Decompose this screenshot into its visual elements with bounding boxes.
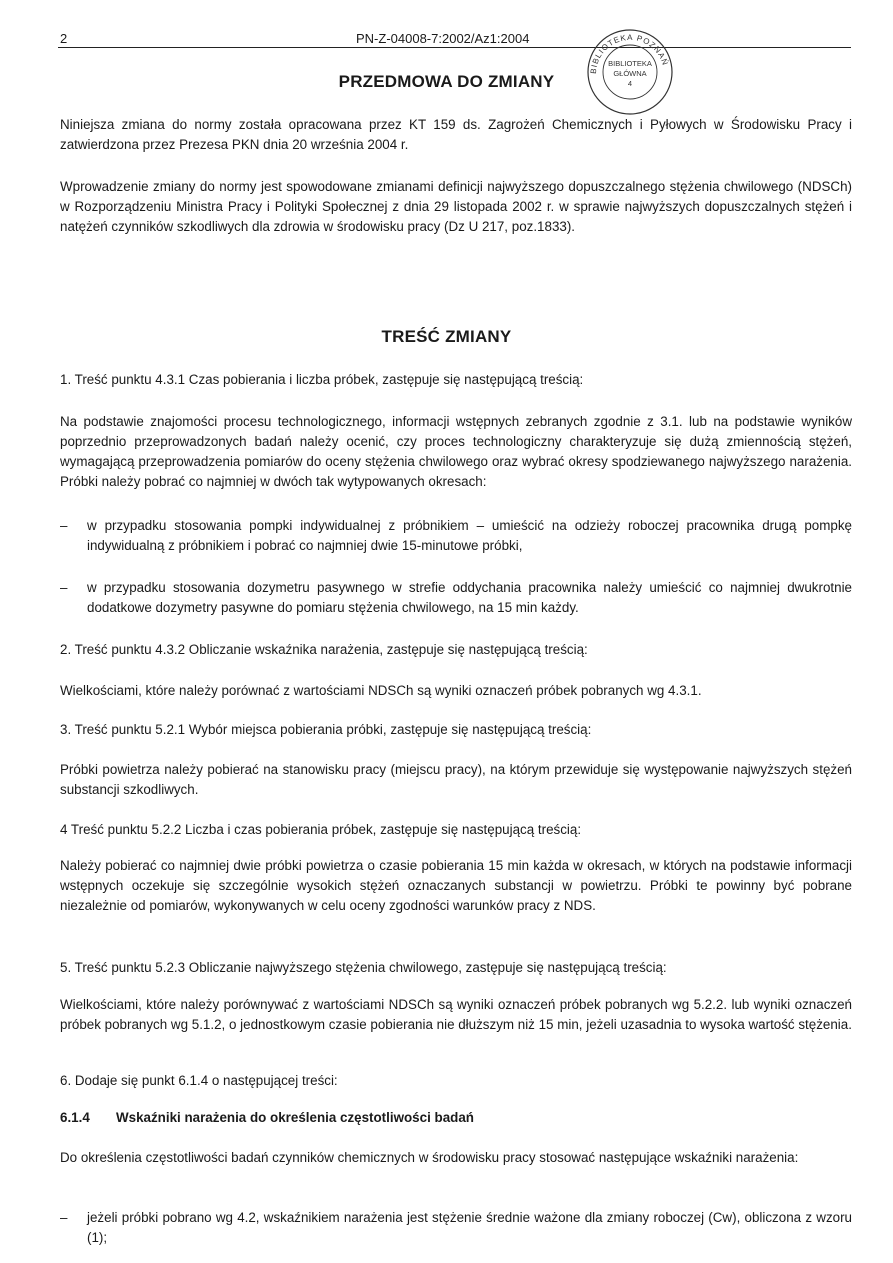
item-1-body: Na podstawie znajomości procesu technologicznego, informacji wstępnych zebranych zgodnie z 3.1. lub na podstawie wyników poprzednio przeprowadzonych badań należy ocenić, czy proces technologiczny charakteryzuje się dużą zmiennością stężeń, wymagającą przeprowadzenia pomiarów do oceny stężenia chwilowego oraz wybrać okresy spodziewanego najwyższego narażenia. Próbki należy pobrać co najmniej w dwóch tak wytypowanych okresach: [60,414,852,489]
bullet-dash: – [60,518,68,533]
list-item [60,578,852,618]
stamp-inner-line-1: BIBLIOTEKA [608,59,652,68]
item-1-intro: 1. Treść punktu 4.3.1 Czas pobierania i liczba próbek, zastępuje się następującą treścią: [60,372,584,387]
list-item [60,516,852,556]
content-title: TREŚĆ ZMIANY [381,327,512,346]
item-5-intro: 5. Treść punktu 5.2.3 Obliczanie najwyższego stężenia chwilowego, zastępuje się następującą treścią: [60,960,667,975]
bullet-dash: – [60,1210,68,1225]
preface-paragraph: Wprowadzenie zmiany do normy jest spowodowane zmianami definicji najwyższego dopuszczalnego stężenia chwilowego (NDSCh) w Rozporządzeniu Ministra Pracy i Polityki Społecznej z dnia 29 listopada 2002 r. w sprawie najwyższych dopuszczalnych stężeń i natężeń czynników szkodliwych dla zdrowia w środowisku pracy (Dz U 217, poz.1833). [60,179,852,234]
standard-code: PN-Z-04008-7:2002/Az1:2004 [356,31,530,46]
item-2-body: Wielkościami, które należy porównać z wartościami NDSCh są wyniki oznaczeń próbek pobranych wg 4.3.1. [60,683,702,698]
stamp-inner-line-2: GŁÓWNA [613,69,647,78]
item-4-body: Należy pobierać co najmniej dwie próbki powietrza o czasie pobierania 15 min każda w okresach, w których na podstawie informacji wstępnych oczekuje się szczególnie wysokich stężeń oznaczanych substancji w powietrzu. Próbki te powinny być pobrane niezależnie od pomiarów, wykonywanych w celu oceny zgodności warunków pracy z NDS. [60,858,852,913]
stamp-inner-line-3: 4 [627,79,633,88]
list-item-text: jeżeli próbki pobrano wg 4.2, wskaźnikiem narażenia jest stężenie średnie ważone dla zmiany roboczej (Cw), obliczona z wzoru (1); [87,1210,852,1245]
item-3-body: Próbki powietrza należy pobierać na stanowisku pracy (miejscu pracy), na którym przewiduje się występowanie najwyższych stężeń substancji szkodliwych. [60,762,852,797]
list-item-text: w przypadku stosowania pompki indywidualnej z próbnikiem – umieścić na odzieży roboczej pracownika drugą pompkę indywidualną z próbnikiem i pobrać co najmniej dwie 15-minutowe próbki, [87,518,852,553]
stamp-outer-text: BIBLIOTEKA POZNAŃ [588,32,670,75]
subsection-heading [60,1108,852,1128]
subsection-number: 6.1.4 [60,1110,90,1125]
item-2-intro: 2. Treść punktu 4.3.2 Obliczanie wskaźnika narażenia, zastępuje się następującą treścią: [60,642,588,657]
item-6-body: Do określenia częstotliwości badań czynników chemicznych w środowisku pracy stosować następujące wskaźniki narażenia: [60,1150,799,1165]
list-item [60,1208,852,1248]
header-rule [58,47,851,48]
item-5-body: Wielkościami, które należy porównywać z wartościami NDSCh są wyniki oznaczeń próbek pobranych wg 5.2.2. lub wyniki oznaczeń próbek pobranych wg 5.1.2, o jednostkowym czasie pobierania nie dłuższym niż 15 min, jeżeli uzasadnia to wysoka wartość stężenia. [60,997,852,1032]
preface-title: PRZEDMOWA DO ZMIANY [338,72,555,91]
bullet-dash: – [60,580,68,595]
item-6-intro: 6. Dodaje się punkt 6.1.4 o następującej treści: [60,1073,338,1088]
item-4-intro: 4 Treść punktu 5.2.2 Liczba i czas pobierania próbek, zastępuje się następującą treścią: [60,822,582,837]
subsection-title: Wskaźniki narażenia do określenia częstotliwości badań [116,1110,474,1125]
list-item-text: w przypadku stosowania dozymetru pasywnego w strefie oddychania pracownika należy umieścić co najmniej dwukrotnie dodatkowe dozymetry pasywne do pomiaru stężenia chwilowego, na 15 min każdy. [87,580,852,615]
page-number: 2 [60,31,68,46]
library-stamp [582,24,678,116]
preface-paragraph: Niniejsza zmiana do normy została opracowana przez KT 159 ds. Zagrożeń Chemicznych i Pyłowych w Środowisku Pracy i zatwierdzona przez Prezesa PKN dnia 20 września 2004 r. [60,117,852,152]
item-3-intro: 3. Treść punktu 5.2.1 Wybór miejsca pobierania próbki, zastępuje się następującą treścią: [60,722,592,737]
